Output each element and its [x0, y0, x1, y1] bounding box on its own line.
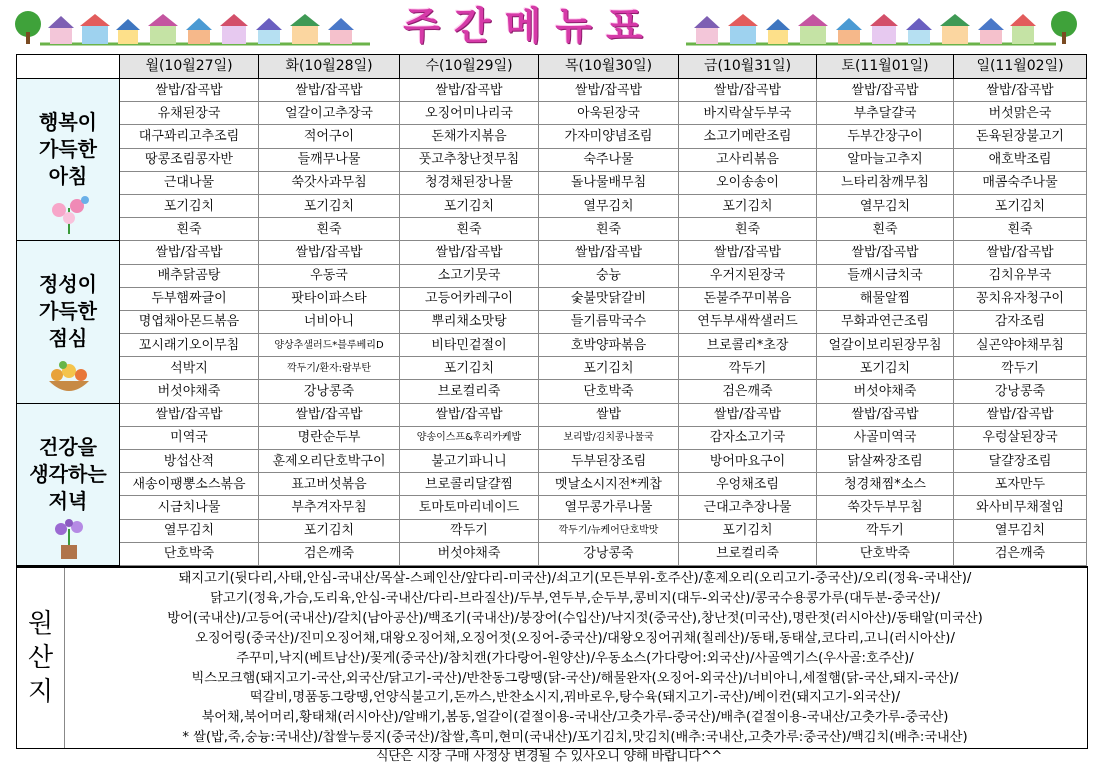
menu-item: 우렁살된장국	[954, 426, 1087, 449]
menu-item: 깍두기/환자:람부탄	[259, 357, 400, 380]
menu-item: 포기김치	[120, 194, 259, 217]
origin-line: 주꾸미,낙지(베트남산)/꽃게(중국산)/참치캔(가다랑어-원양산)/우동소스(가다랑어:외국산)/사골엑기스(우사골:호주산)/	[236, 650, 914, 666]
menu-row-lunch	[17, 357, 1087, 380]
menu-row-dinner	[17, 450, 1087, 473]
day-header-tue: 화(10월28일)	[259, 55, 400, 79]
menu-row-lunch	[17, 334, 1087, 357]
menu-item: 명엽채아몬드볶음	[120, 310, 259, 333]
menu-item: 사골미역국	[817, 426, 954, 449]
menu-item: 쌀밥/잡곡밥	[400, 241, 539, 264]
menu-item: 쌀밥/잡곡밥	[539, 79, 679, 102]
menu-item: 쌀밥/잡곡밥	[259, 403, 400, 426]
day-header-sat: 토(11월01일)	[817, 55, 954, 79]
menu-item: 들깨시금치국	[817, 264, 954, 287]
menu-item: 포기김치	[400, 194, 539, 217]
menu-item: 가자미양념조림	[539, 125, 679, 148]
meal-label-lunch	[17, 241, 120, 403]
menu-item: 들기름막국수	[539, 310, 679, 333]
menu-item: 명란순두부	[259, 426, 400, 449]
menu-row-dinner	[17, 473, 1087, 496]
menu-item: 깍두기	[679, 357, 817, 380]
menu-item: 땅콩조림콩자반	[120, 148, 259, 171]
menu-item: 석박지	[120, 357, 259, 380]
menu-item: 쌀밥	[539, 403, 679, 426]
menu-item: 돈육된장불고기	[954, 125, 1087, 148]
menu-row-dinner	[17, 496, 1087, 519]
meal-label-line: 가득한	[39, 299, 97, 324]
origin-line: 오징어링(중국산)/진미오징어채,대왕오징어채,오징어젓(오징어-중국산)/대왕오징어귀채(칠레산)/동태,동태살,코다리,고니(러시아산)/	[195, 630, 955, 646]
menu-item: 쌀밥/잡곡밥	[120, 79, 259, 102]
meal-label-dinner	[17, 403, 120, 565]
menu-item: 깍두기/뉴케어단호박맛	[539, 519, 679, 542]
menu-item: 매콤숙주나물	[954, 171, 1087, 194]
menu-item: 꼬시래기오이무침	[120, 334, 259, 357]
flower-pot-icon	[45, 519, 93, 559]
menu-item: 연두부새싹샐러드	[679, 310, 817, 333]
menu-item: 우동국	[259, 264, 400, 287]
menu-item: 새송이팽뽕소스볶음	[120, 473, 259, 496]
menu-item: 너비아니	[259, 310, 400, 333]
menu-item: 쑥갓두부무침	[817, 496, 954, 519]
meal-label-breakfast	[17, 79, 120, 241]
meal-label-line: 행복이	[39, 110, 97, 134]
menu-row-lunch	[17, 310, 1087, 333]
menu-item: 깍두기	[400, 519, 539, 542]
meal-label-text	[17, 434, 119, 515]
flower-basket-icon	[45, 357, 93, 397]
menu-item: 포기김치	[679, 519, 817, 542]
menu-item: 깍두기	[817, 519, 954, 542]
menu-item: 쌀밥/잡곡밥	[817, 241, 954, 264]
menu-item: 얼갈이고추장국	[259, 102, 400, 125]
menu-item: 버섯맑은국	[954, 102, 1087, 125]
menu-row-lunch	[17, 380, 1087, 403]
menu-item: 부추겨자무침	[259, 496, 400, 519]
menu-item: 느타리참깨무침	[817, 171, 954, 194]
menu-item: 달걀장조림	[954, 450, 1087, 473]
menu-item: 쌀밥/잡곡밥	[539, 241, 679, 264]
menu-item: 쌀밥/잡곡밥	[400, 79, 539, 102]
menu-item: 오징어미나리국	[400, 102, 539, 125]
menu-item: 쌀밥/잡곡밥	[120, 403, 259, 426]
menu-item: 두부간장구이	[817, 125, 954, 148]
menu-item: 쌀밥/잡곡밥	[259, 79, 400, 102]
day-header-wed: 수(10월29일)	[400, 55, 539, 79]
menu-item: 배추닭곰탕	[120, 264, 259, 287]
menu-item: 바지락살두부국	[679, 102, 817, 125]
meal-label-line: 점심	[48, 326, 88, 351]
menu-item: 부추달걀국	[817, 102, 954, 125]
house-garland-left-icon	[10, 4, 370, 48]
menu-item: 불고기파니니	[400, 450, 539, 473]
menu-item: 닭살짜장조림	[817, 450, 954, 473]
menu-item: 청경채찜*소스	[817, 473, 954, 496]
menu-item: 브로콜리달걀찜	[400, 473, 539, 496]
menu-item: 버섯야채죽	[120, 380, 259, 403]
menu-item: 검은깨죽	[259, 542, 400, 565]
menu-item: 감자조림	[954, 310, 1087, 333]
corner-cell	[17, 55, 120, 79]
menu-item: 감자소고기국	[679, 426, 817, 449]
menu-item: 와사비무채절임	[954, 496, 1087, 519]
day-header-sun: 일(11월02일)	[954, 55, 1087, 79]
menu-item: 쌀밥/잡곡밥	[817, 79, 954, 102]
menu-item: 숙주나물	[539, 148, 679, 171]
origin-label-char: 지	[27, 677, 54, 707]
menu-item: 버섯야채죽	[400, 542, 539, 565]
menu-item: 브로콜리*초장	[679, 334, 817, 357]
origin-line: 닭고기(정육,가슴,도리육,안심-국내산/다리-브라질산)/두부,연두부,순두부,콩비지(대두-외국산)/콩국수용콩가루(대두분-중국산)/	[210, 590, 940, 606]
menu-item: 쌀밥/잡곡밥	[954, 241, 1087, 264]
menu-item: 들깨무나물	[259, 148, 400, 171]
menu-item: 쌀밥/잡곡밥	[679, 241, 817, 264]
menu-item: 두부햄짜글이	[120, 287, 259, 310]
menu-item: 방섭산적	[120, 450, 259, 473]
menu-item: 양상추샐러드*블루베리D	[259, 334, 400, 357]
menu-item: 대구꽈리고추조림	[120, 125, 259, 148]
menu-item: 유채된장국	[120, 102, 259, 125]
day-header-mon: 월(10월27일)	[120, 55, 259, 79]
day-header-thu: 목(10월30일)	[539, 55, 679, 79]
menu-item: 해물알찜	[817, 287, 954, 310]
menu-item: 뿌리채소맛탕	[400, 310, 539, 333]
menu-item: 두부된장조림	[539, 450, 679, 473]
weekly-menu-table	[16, 54, 1087, 566]
menu-item: 브로컬리죽	[400, 380, 539, 403]
menu-item: 보리밥/김치콩나물국	[539, 426, 679, 449]
menu-item: 돈불주꾸미볶음	[679, 287, 817, 310]
menu-item: 알마늘고추지	[817, 148, 954, 171]
page-header	[0, 0, 1098, 52]
menu-item: 방어마요구이	[679, 450, 817, 473]
menu-row-breakfast	[17, 148, 1087, 171]
menu-item: 돈채가지볶음	[400, 125, 539, 148]
meal-label-line: 생각하는	[29, 461, 107, 486]
menu-row-dinner	[17, 403, 1087, 426]
menu-item: 흰죽	[954, 218, 1087, 241]
menu-item: 훈제오리단호박구이	[259, 450, 400, 473]
menu-row-breakfast	[17, 125, 1087, 148]
menu-row-lunch	[17, 241, 1087, 264]
origin-line: 돼지고기(뒷다리,사태,안심-국내산/목살-스페인산/앞다리-미국산)/쇠고기(모든부위-호주산)/훈제오리(오리고기-중국산)/오리(정육-국내산)/	[178, 571, 972, 586]
menu-item: 흰죽	[817, 218, 954, 241]
menu-item: 쌀밥/잡곡밥	[679, 79, 817, 102]
menu-item: 팟타이파스타	[259, 287, 400, 310]
menu-item: 열무김치	[817, 194, 954, 217]
menu-item: 고등어카레구이	[400, 287, 539, 310]
menu-row-lunch	[17, 264, 1087, 287]
menu-row-breakfast	[17, 102, 1087, 125]
menu-item: 시금치나물	[120, 496, 259, 519]
menu-item: 소고기뭇국	[400, 264, 539, 287]
menu-item: 흰죽	[259, 218, 400, 241]
menu-item: 멧날소시지전*케찹	[539, 473, 679, 496]
origin-label-char: 산	[27, 643, 54, 673]
menu-item: 표고버섯볶음	[259, 473, 400, 496]
menu-item: 단호박죽	[817, 542, 954, 565]
menu-item: 얼갈이보리된장무침	[817, 334, 954, 357]
menu-item: 무화과연근조림	[817, 310, 954, 333]
menu-item: 포기김치	[954, 194, 1087, 217]
menu-item: 흰죽	[400, 218, 539, 241]
meal-label-text	[17, 271, 119, 352]
menu-item: 실곤약야채무침	[954, 334, 1087, 357]
menu-item: 검은깨죽	[954, 542, 1087, 565]
menu-item: 강낭콩죽	[954, 380, 1087, 403]
menu-item: 숯불맛닭갈비	[539, 287, 679, 310]
menu-item: 애호박조림	[954, 148, 1087, 171]
menu-item: 양송이스프&후리카케밥	[400, 426, 539, 449]
menu-item: 쌀밥/잡곡밥	[400, 403, 539, 426]
meal-label-line: 정성이	[39, 272, 97, 297]
menu-item: 미역국	[120, 426, 259, 449]
menu-item: 포자만두	[954, 473, 1087, 496]
menu-item: 소고기메란조림	[679, 125, 817, 148]
menu-item: 근대고추장나물	[679, 496, 817, 519]
menu-item: 고사리볶음	[679, 148, 817, 171]
origin-section	[16, 566, 1088, 749]
origin-label	[17, 568, 65, 748]
menu-item: 단호박죽	[120, 542, 259, 565]
menu-item: 청경채된장나물	[400, 171, 539, 194]
menu-item: 풋고추창난젓무침	[400, 148, 539, 171]
menu-item: 깍두기	[954, 357, 1087, 380]
menu-row-breakfast	[17, 194, 1087, 217]
menu-item: 오이송송이	[679, 171, 817, 194]
menu-item: 쌀밥/잡곡밥	[954, 403, 1087, 426]
menu-item: 쌀밥/잡곡밥	[120, 241, 259, 264]
menu-item: 흰죽	[679, 218, 817, 241]
menu-item: 쌀밥/잡곡밥	[679, 403, 817, 426]
menu-item: 쌀밥/잡곡밥	[954, 79, 1087, 102]
menu-item: 꽁치유자청구이	[954, 287, 1087, 310]
menu-row-breakfast	[17, 218, 1087, 241]
menu-item: 포기김치	[400, 357, 539, 380]
origin-line: 북어채,북어머리,황태채(러시아산)/알배기,봄동,얼갈이(겉절이용-국내산/고춧가루-중국산)/배추(겉절이용-국내산/고춧가루-중국산)	[201, 710, 949, 726]
menu-row-breakfast	[17, 171, 1087, 194]
day-header-row	[17, 55, 1087, 79]
menu-item: 포기김치	[259, 194, 400, 217]
menu-item: 흰죽	[120, 218, 259, 241]
menu-item: 단호박죽	[539, 380, 679, 403]
house-garland-right-icon	[686, 4, 1086, 48]
menu-item: 열무김치	[120, 519, 259, 542]
flower-icon	[45, 194, 93, 234]
menu-item: 브로컬리죽	[679, 542, 817, 565]
menu-item: 비타민겉절이	[400, 334, 539, 357]
footer-notice: 식단은 시장 구매 사정상 변경될 수 있사오니 양해 바랍니다^^	[375, 749, 723, 764]
origin-label-char: 원	[27, 609, 54, 639]
menu-item: 흰죽	[539, 218, 679, 241]
menu-item: 강낭콩죽	[539, 542, 679, 565]
menu-item: 돌나물배무침	[539, 171, 679, 194]
menu-row-dinner	[17, 519, 1087, 542]
menu-row-dinner	[17, 426, 1087, 449]
origin-line: * 쌀(밥,죽,숭늉:국내산)/찹쌀누룽지(중국산)/찹쌀,흑미,현미(국내산)/포기김치,맛김치(배추:국내산,고춧가루:중국산)/백김치(배추:국내산)	[182, 730, 968, 746]
menu-item: 열무김치	[954, 519, 1087, 542]
menu-row-lunch	[17, 287, 1087, 310]
origin-line: 떡갈비,명품동그랑땡,언양식불고기,돈까스,반찬소시지,꿔바로우,탕수육(돼지고기-국산)/베이컨(돼지고기-외국산)/	[249, 690, 901, 706]
menu-item: 쑥갓사과무침	[259, 171, 400, 194]
origin-text	[65, 569, 1085, 748]
menu-item: 토마토마리네이드	[400, 496, 539, 519]
menu-item: 쌀밥/잡곡밥	[259, 241, 400, 264]
menu-item: 쌀밥/잡곡밥	[817, 403, 954, 426]
menu-item: 숭늉	[539, 264, 679, 287]
menu-item: 열무김치	[539, 194, 679, 217]
page-title: 주간메뉴표	[403, 4, 657, 48]
meal-label-text	[17, 109, 119, 190]
menu-item: 강낭콩죽	[259, 380, 400, 403]
day-header-fri: 금(10월31일)	[679, 55, 817, 79]
menu-item: 우거지된장국	[679, 264, 817, 287]
menu-item: 포기김치	[539, 357, 679, 380]
origin-line: 빅스모크햄(돼지고기-국산,외국산/닭고기-국산)/반찬동그랑땡(닭-국산)/해물완자(오징어-외국산)/너비아니,세절햄(닭-국산,돼지-국산)/	[191, 670, 959, 686]
menu-item: 아욱된장국	[539, 102, 679, 125]
meal-label-line: 저녁	[48, 488, 88, 513]
menu-item: 우엉채조림	[679, 473, 817, 496]
menu-item: 버섯야채죽	[817, 380, 954, 403]
menu-item: 포기김치	[259, 519, 400, 542]
meal-label-line: 가득한	[39, 137, 97, 161]
menu-row-breakfast	[17, 79, 1087, 102]
menu-item: 김치유부국	[954, 264, 1087, 287]
menu-item: 검은깨죽	[679, 380, 817, 403]
menu-item: 적어구이	[259, 125, 400, 148]
menu-item: 근대나물	[120, 171, 259, 194]
menu-item: 포기김치	[817, 357, 954, 380]
meal-label-line: 건강을	[39, 434, 97, 459]
meal-label-line: 아침	[48, 164, 88, 188]
menu-item: 포기김치	[679, 194, 817, 217]
menu-item: 호박양파볶음	[539, 334, 679, 357]
menu-item: 열무콩가루나물	[539, 496, 679, 519]
menu-row-dinner	[17, 542, 1087, 565]
origin-line: 방어(국내산)/고등어(국내산)/갈치(남아공산)/백조기(국내산)/붕장어(수입산)/낙지젓(중국산),창난젓(미국산),명란젓(러시아산)/동태알(미국산)	[167, 610, 983, 626]
